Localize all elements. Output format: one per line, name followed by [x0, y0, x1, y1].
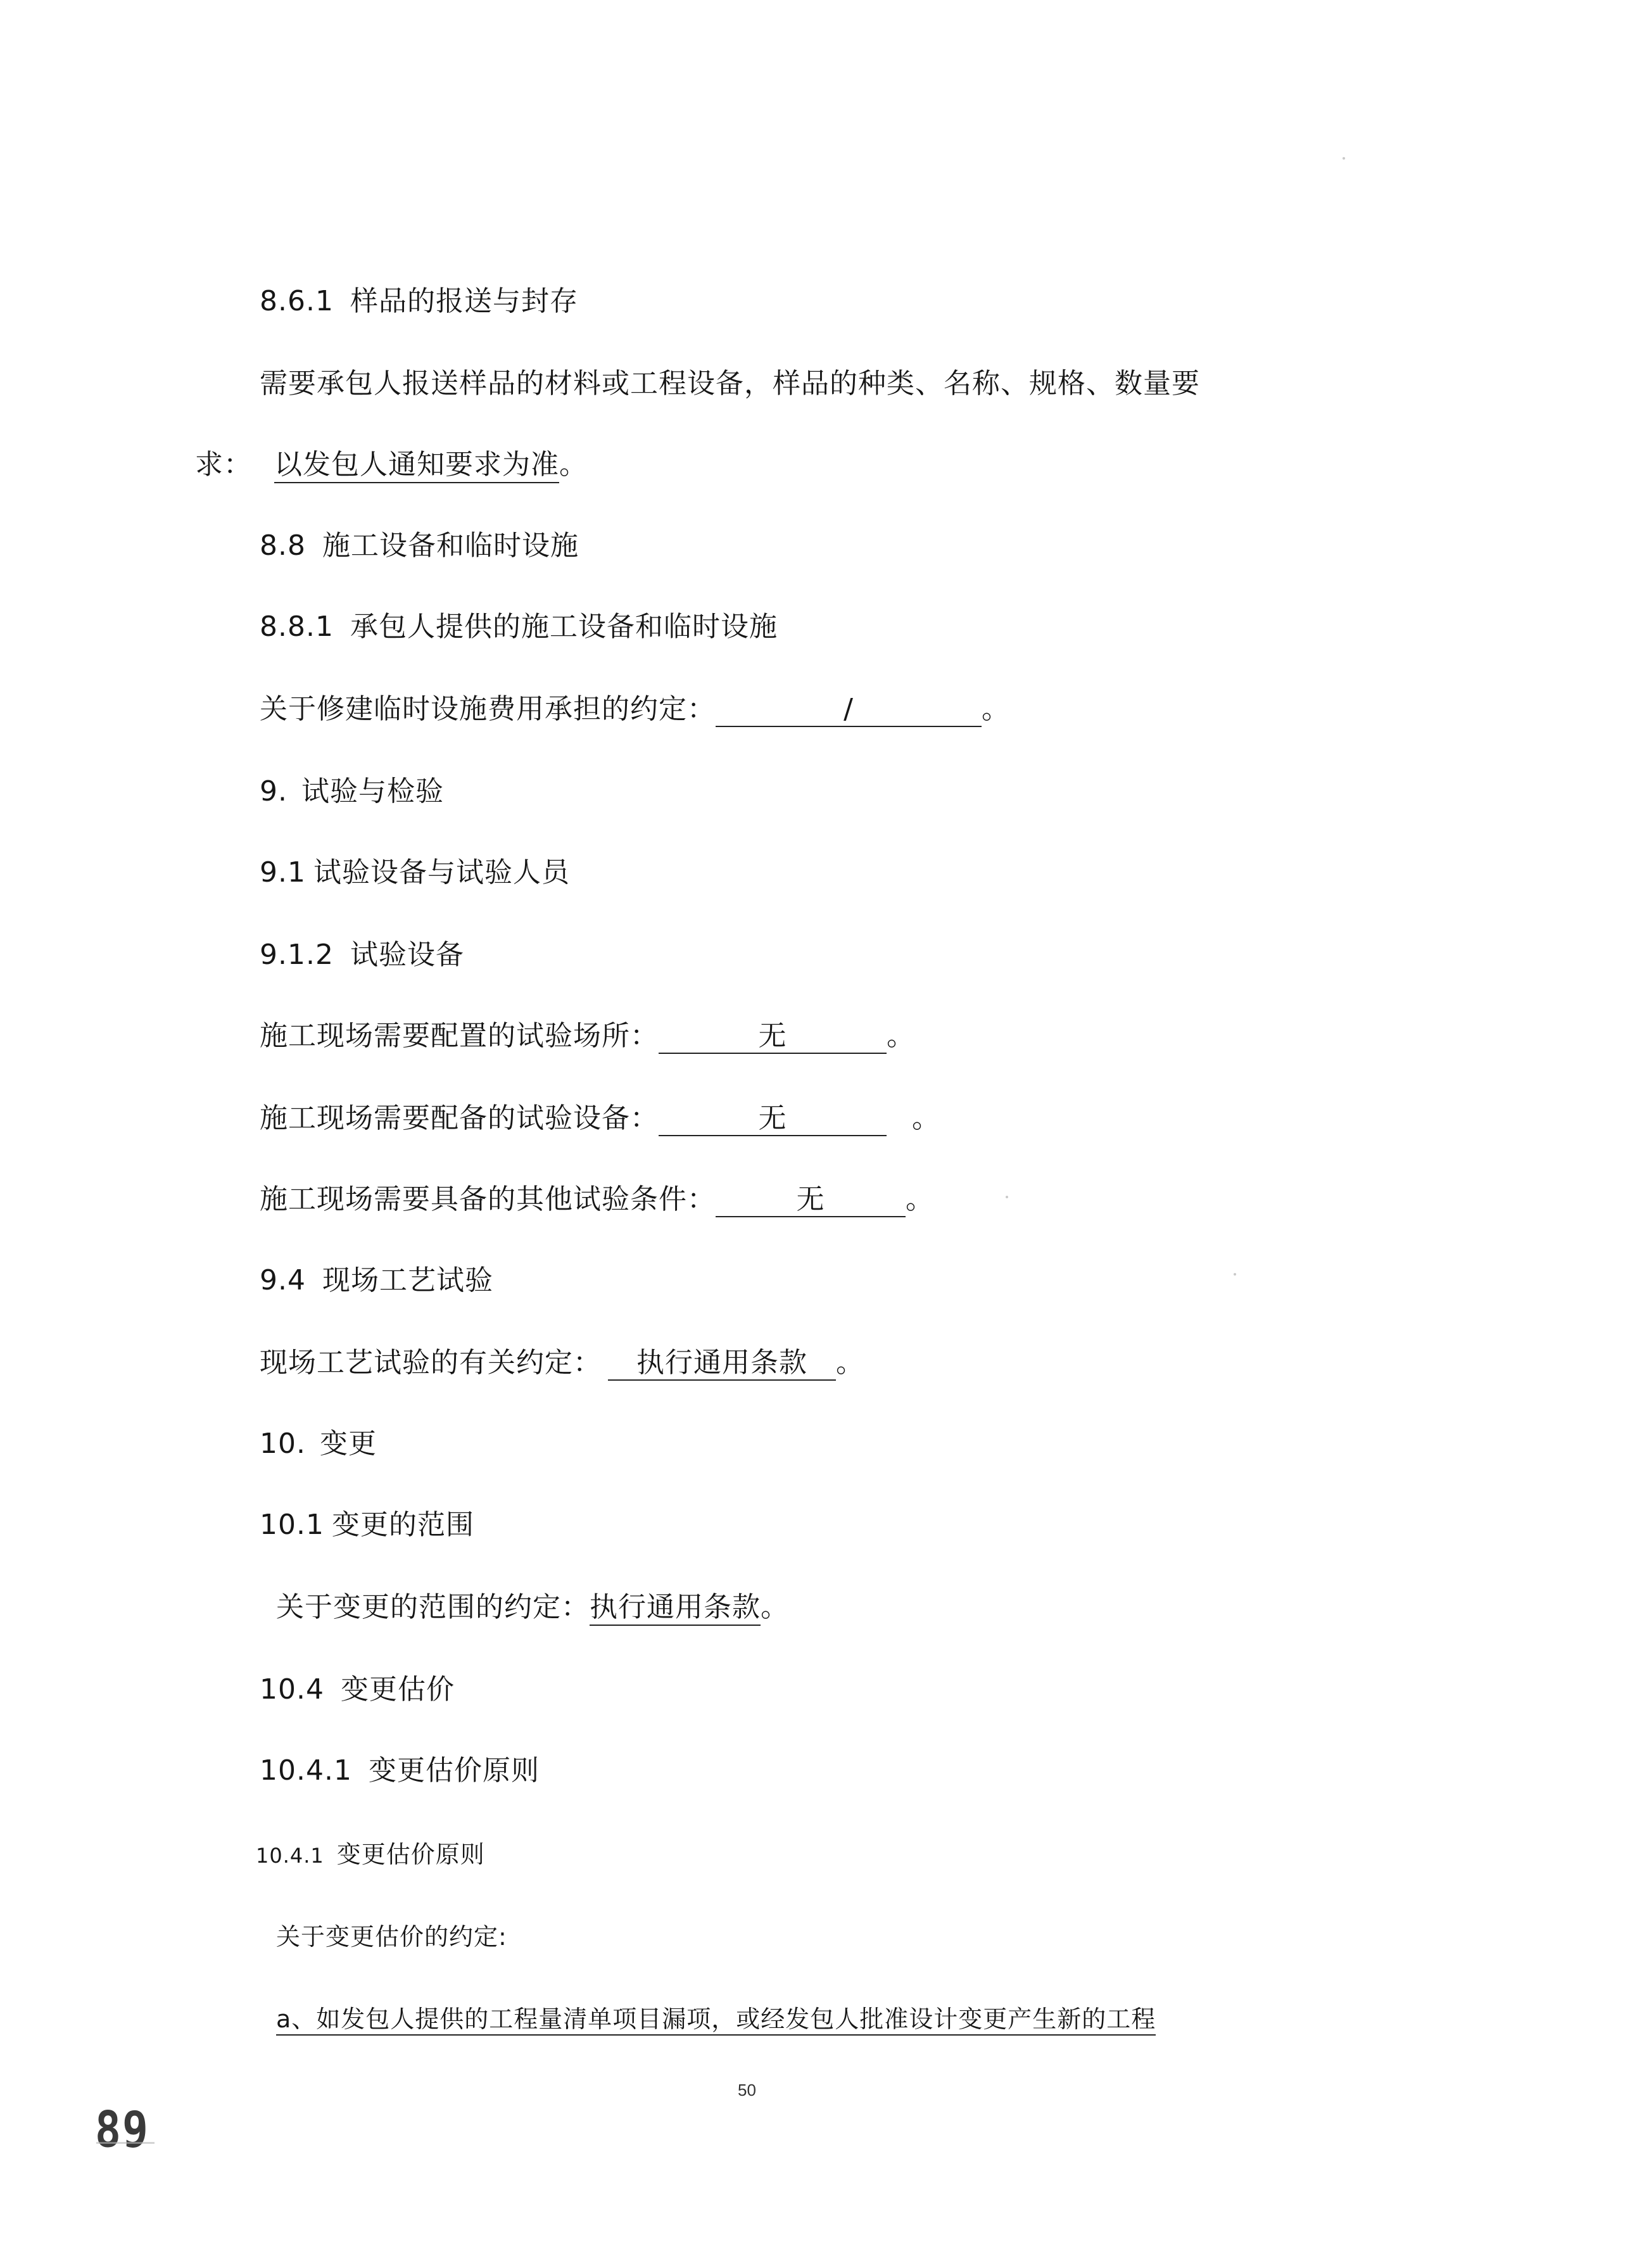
paragraph-suffix: 。 — [559, 448, 588, 481]
sample-requirement-text — [260, 365, 1200, 403]
heading-8-8 — [260, 527, 579, 565]
section-title: 变更 — [319, 1428, 377, 1460]
section-number: 9.1 — [260, 856, 306, 889]
section-title: 变更估价原则 — [336, 1840, 485, 1868]
filled-value: 无 — [716, 1183, 906, 1217]
section-number: 10.1 — [260, 1509, 324, 1541]
section-title: 变更的范围 — [331, 1509, 474, 1541]
heading-9-4 — [260, 1262, 493, 1300]
filled-value: 以发包人通知要求为准 — [274, 448, 559, 483]
test-site-line — [260, 1017, 915, 1055]
section-title: 样品的报送与封存 — [350, 285, 578, 317]
heading-9 — [260, 773, 444, 811]
section-number: 9. — [260, 775, 288, 808]
heading-9-1 — [260, 854, 570, 892]
section-number: 10.4.1 — [260, 1754, 352, 1787]
field-label: 关于变更的范围的约定： — [276, 1591, 590, 1623]
field-suffix: 。 — [887, 1020, 915, 1052]
field-suffix: 。 — [982, 693, 1010, 725]
field-suffix: 。 — [912, 1102, 940, 1134]
sample-requirement-text-cont — [195, 446, 588, 484]
process-test-line — [260, 1344, 864, 1382]
heading-10 — [260, 1425, 377, 1463]
section-title: 变更估价 — [340, 1673, 455, 1706]
heading-9-1-2 — [260, 936, 464, 974]
heading-10-4-1-duplicate — [256, 1835, 485, 1875]
stamp-number: 89 — [95, 2101, 149, 2159]
clause-text: a、如发包人提供的工程量清单项目漏项，或经发包人批准设计变更产生新的工程 — [276, 2005, 1156, 2036]
section-title: 试验设备与试验人员 — [313, 856, 570, 889]
heading-10-4-1 — [260, 1752, 540, 1790]
section-title: 试验设备 — [350, 939, 464, 971]
section-title: 施工设备和临时设施 — [322, 529, 579, 562]
field-label: 关于修建临时设施费用承担的约定： — [260, 693, 716, 725]
heading-8-8-1 — [260, 608, 778, 646]
test-conditions-line — [260, 1181, 934, 1219]
field-label: 施工现场需要具备的其他试验条件： — [260, 1183, 716, 1215]
heading-10-4 — [260, 1671, 455, 1709]
section-number: 10.4.1 — [256, 1844, 324, 1868]
change-valuation-label — [276, 1918, 507, 1956]
filled-value: 执行通用条款 — [608, 1346, 836, 1381]
paragraph-text: 需要承包人报送样品的材料或工程设备，样品的种类、名称、规格、数量要 — [260, 367, 1200, 400]
field-label: 施工现场需要配置的试验场所： — [260, 1020, 659, 1052]
scan-speck — [1343, 157, 1345, 160]
field-suffix: 。 — [761, 1591, 789, 1623]
section-number: 10. — [260, 1428, 306, 1460]
filled-value: 无 — [659, 1020, 887, 1054]
section-title: 变更估价原则 — [368, 1754, 540, 1787]
section-title: 承包人提供的施工设备和临时设施 — [350, 611, 778, 643]
scan-speck — [1006, 1196, 1008, 1198]
section-title: 试验与检验 — [301, 775, 444, 808]
scan-speck — [1234, 1273, 1236, 1276]
clause-a-line — [276, 2000, 1156, 2038]
field-suffix: 。 — [836, 1346, 864, 1379]
heading-8-6-1 — [260, 282, 578, 320]
section-number: 9.1.2 — [260, 939, 334, 971]
filled-value: 执行通用条款 — [590, 1591, 761, 1626]
heading-10-1 — [260, 1506, 474, 1544]
section-number: 9.4 — [260, 1264, 306, 1296]
filled-value: / — [716, 693, 982, 727]
field-suffix: 。 — [906, 1183, 934, 1215]
section-number: 8.6.1 — [260, 285, 334, 317]
section-title: 现场工艺试验 — [322, 1264, 493, 1296]
field-label: 现场工艺试验的有关约定： — [260, 1346, 602, 1379]
filled-value: 无 — [659, 1102, 887, 1136]
field-label: 施工现场需要配备的试验设备： — [260, 1102, 659, 1134]
change-scope-line — [276, 1588, 789, 1626]
temp-facility-fee-line — [260, 690, 1010, 728]
section-number: 10.4 — [260, 1673, 324, 1706]
test-equipment-line — [260, 1099, 940, 1137]
section-number: 8.8.1 — [260, 611, 334, 643]
section-number: 8.8 — [260, 529, 306, 562]
paragraph-text: 关于变更估价的约定: — [276, 1923, 507, 1951]
page-number: 50 — [738, 2081, 756, 2100]
paragraph-prefix: 求： — [195, 448, 252, 481]
stamp-ghost-mark — [96, 2142, 155, 2155]
